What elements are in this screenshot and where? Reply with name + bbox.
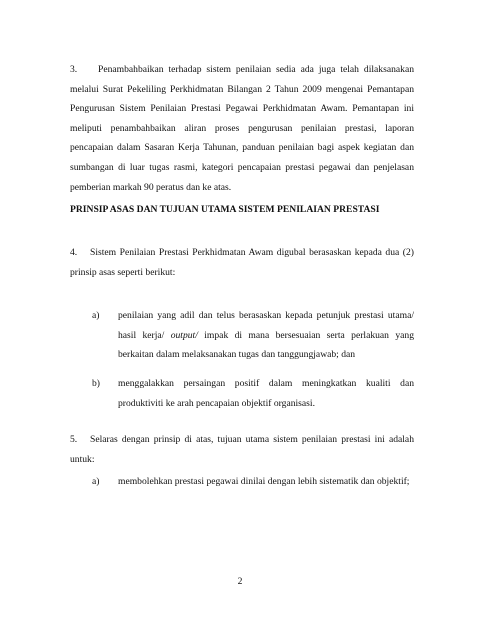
page-number: 2: [237, 576, 243, 587]
paragraph-5: [70, 430, 414, 469]
section-heading: PRINSIP ASAS DAN TUJUAN UTAMA SISTEM PENILAIAN PRESTASI: [70, 204, 380, 215]
list-marker: a): [92, 476, 100, 487]
list-item: [92, 472, 414, 492]
paragraph-text: Selaras dengan prinsip di atas, tujuan utama sistem penilaian prestasi ini adalah untuk:: [70, 434, 414, 465]
paragraph-4: [70, 243, 414, 282]
paragraph-text: Penambahbaikan terhadap sistem penilaian sedia ada juga telah dilaksanakan melalui Surat Pekeliling Perkhidmatan Bilangan 2 Tahun 2009 mengenai Pemantapan Pengurusan Sistem Penilaian Prestasi Pegawai Perkhidmatan Awam. Pemantapan ini meliputi penambahbaikan aliran proses pengurusan penilaian prestasi, laporan pencapaian dalam Sasaran Kerja Tahunan, panduan penilaian bagi aspek kegiatan dan sumbangan di luar tugas rasmi, kategori pencapaian prestasi pegawai dan penjelasan pemberian markah 90 peratus dan ke atas.: [70, 64, 414, 193]
list-item-text: membolehkan prestasi pegawai dinilai dengan lebih sistematik dan objektif;: [118, 476, 410, 487]
paragraph-number: 5.: [70, 434, 78, 445]
list-item-text: [118, 306, 414, 365]
paragraph-number: 4.: [70, 247, 78, 258]
list-marker: b): [92, 378, 100, 389]
list-item-text: menggalakkan persaingan positif dalam meningkatkan kualiti dan produktiviti ke arah pencapaian objektif organisasi.: [118, 378, 414, 409]
list-item-text-part: impak di mana bersesuaian serta perlakuan yang berkaitan dalam melaksanakan tugas dan tanggungjawab; dan: [118, 329, 414, 361]
paragraph-3: [70, 60, 414, 197]
list-item-text-part: penilaian yang adil dan telus berasaskan kepada petunjuk prestasi utama/ hasil kerja/: [118, 310, 414, 341]
list-item: [92, 374, 414, 413]
list-item: [92, 306, 414, 365]
paragraph-number: 3.: [70, 64, 78, 75]
paragraph-text: Sistem Penilaian Prestasi Perkhidmatan Awam digubal berasaskan kepada dua (2) prinsip asas seperti berikut:: [70, 247, 414, 278]
list-marker: a): [92, 310, 100, 321]
italic-term: output/: [170, 329, 198, 341]
